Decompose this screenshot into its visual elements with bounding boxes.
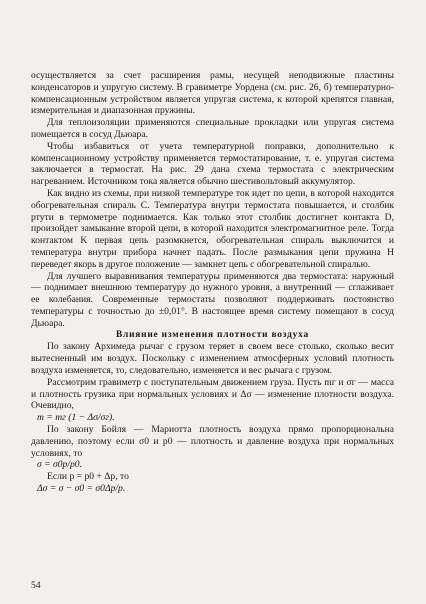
- paragraph-7: Рассмотрим гравиметр с поступательным движением груза. Пусть mг и σг — масса и плотность грузика при нормальных условиях и Δσ — изменение плотности воздуха. Очевидно,: [31, 376, 394, 412]
- formula-density: σ = σ0p/p0.: [37, 459, 82, 471]
- page-number: 54: [31, 580, 41, 591]
- paragraph-6: По закону Архимеда рычаг с грузом теряет в своем весе столько, сколько весит вытесненный им воздух. Поскольку с изменением атмосферных условий плотность воздуха изменяется, то, следовательно, изменяется и вес рычага с грузом.: [31, 341, 394, 376]
- formula-delta-density: Δσ = σ − σ0 = σ0Δp/p.: [37, 482, 126, 494]
- paragraph-9: Если p = p0 + Δp, то: [47, 471, 129, 483]
- page-body: [31, 70, 394, 495]
- paragraph-8: По закону Бойля — Мариотта плотность воздуха прямо пропорциональна давлению, поэтому если σ0 и p0 — плотность и давление воздуха при нормальных условиях, то: [31, 423, 394, 459]
- paragraph-3: Чтобы избавиться от учета температурной поправки, дополнительно к компенсационному устройству применяется термостатирование, т. е. упругая система заключается в термостат. На рис. 29 дана схема термостата с электрическим нагреванием. Источником тока является обычно шестивольтовый аккумулятор.: [31, 140, 394, 188]
- section-heading: Влияние изменения плотности воздуха: [115, 329, 310, 340]
- paragraph-2: Для теплоизоляции применяются специальные прокладки или упругая система помещается в сосуд Дьюара.: [31, 117, 394, 140]
- paragraph-1: осуществляется за счет расширения рамы, несущей неподвижные пластины конденсаторов и упругую систему. В гравиметре Уордена (см. рис. 26, б) температурно-компенсационным устройством является упругая система, к которой крепятся главная, измерительная и диапазонная пружины.: [31, 70, 394, 117]
- paragraph-4: Как видно из схемы, при низкой температуре ток идет по цепи, в которой находится обогревательная спираль C. Температура внутри термостата повышается, и столбик ртути в термометре поднимается. Как только этот столбик достигнет контакта D, произойдет замыкание второй цепи, в которой находится электромагнитное реле. Тогда контактом K первая цепь разомкнется, обогревательная спираль выключится и температура внутри прибора начнет падать. После размыкания цепи пружина H переведет якорь в другое положение — замкнет цепь с обогревательной спиралью.: [31, 187, 394, 270]
- paragraph-5: Для лучшего выравнивания температуры применяются два термостата: наружный — поднимает внешнюю температуру до нужного уровня, а внутренний — сглаживает ее колебания. Современные термостаты позволяют поддерживать постоянство температуры с точностью до ±0,01°. В настоящее время систему помещают в сосуд Дьюара.: [31, 270, 394, 329]
- formula-mass: m = mг (1 − Δσ/σг).: [37, 412, 115, 424]
